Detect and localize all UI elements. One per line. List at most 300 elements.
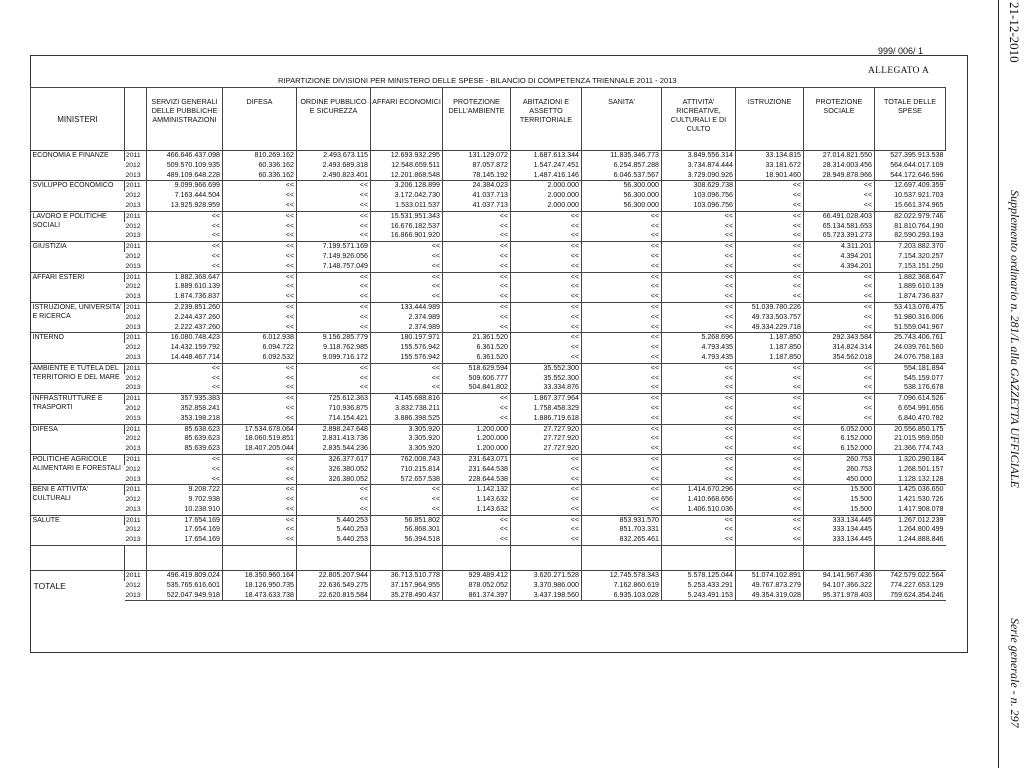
value-cell: 1.882.368.647 bbox=[147, 272, 223, 282]
value-cell: << bbox=[223, 525, 297, 535]
value-cell: 5.243.491.153 bbox=[662, 591, 736, 601]
value-cell: 7.163.444.504 bbox=[147, 191, 223, 201]
value-cell: << bbox=[147, 363, 223, 373]
value-cell: 3.620.271.528 bbox=[511, 571, 582, 581]
value-cell: 35.552.300 bbox=[511, 363, 582, 373]
value-cell: << bbox=[582, 404, 662, 414]
value-cell: << bbox=[147, 252, 223, 262]
value-cell: << bbox=[582, 323, 662, 333]
table-row bbox=[31, 161, 946, 171]
value-cell: 4.394.201 bbox=[804, 262, 875, 272]
value-cell: << bbox=[223, 454, 297, 464]
value-cell: 3.832.738.211 bbox=[371, 404, 443, 414]
value-cell: 21.361.520 bbox=[443, 333, 511, 343]
table-row bbox=[31, 454, 946, 464]
value-cell: 3.305.920 bbox=[371, 424, 443, 434]
value-cell: 56.868.301 bbox=[371, 525, 443, 535]
value-cell: 60.336.162 bbox=[223, 161, 297, 171]
value-cell: << bbox=[804, 292, 875, 302]
table-row bbox=[31, 363, 946, 373]
value-cell: << bbox=[297, 282, 371, 292]
side-date: 21-12-2010 bbox=[1007, 2, 1022, 63]
value-cell: 49.354.319.028 bbox=[736, 591, 804, 601]
value-cell: << bbox=[582, 222, 662, 232]
value-cell: << bbox=[511, 525, 582, 535]
value-cell: << bbox=[804, 272, 875, 282]
year-cell: 2012 bbox=[125, 496, 141, 504]
value-cell: 9.099.716.172 bbox=[297, 353, 371, 363]
value-cell: 133.444.989 bbox=[371, 302, 443, 312]
value-cell: << bbox=[804, 201, 875, 211]
ministry-name: ECONOMIA E FINANZE bbox=[32, 152, 109, 159]
value-cell: << bbox=[223, 313, 297, 323]
year-cell: 2011 bbox=[125, 272, 147, 282]
allegato-label: ALLEGATO A bbox=[868, 66, 930, 76]
value-cell: << bbox=[736, 231, 804, 241]
spacer-row bbox=[31, 546, 946, 571]
value-cell: 17.534.678.064 bbox=[223, 424, 297, 434]
table-row bbox=[31, 465, 946, 475]
value-cell: << bbox=[297, 383, 371, 393]
value-cell: << bbox=[804, 394, 875, 404]
table-row bbox=[31, 323, 946, 333]
value-cell: 1.200.000 bbox=[443, 434, 511, 444]
value-cell: << bbox=[736, 211, 804, 221]
value-cell: 527.395.913.538 bbox=[875, 151, 946, 161]
value-cell: 1.886.719.618 bbox=[511, 414, 582, 424]
value-cell: 1.187.850 bbox=[736, 343, 804, 353]
value-cell: 489.109.648.228 bbox=[147, 171, 223, 181]
value-cell: << bbox=[736, 272, 804, 282]
value-cell: 7.096.614.526 bbox=[875, 394, 946, 404]
value-cell: 66.491.028.403 bbox=[804, 211, 875, 221]
value-cell: 1.421.530.726 bbox=[875, 495, 946, 505]
year-cell: 2013 bbox=[125, 232, 141, 240]
value-cell: << bbox=[582, 495, 662, 505]
value-cell: 6.046.537.567 bbox=[582, 171, 662, 181]
year-cell: 2012 bbox=[125, 465, 141, 473]
column-header: MINISTERI bbox=[31, 88, 125, 151]
value-cell: 1.244.888.846 bbox=[875, 535, 946, 545]
spacer-cell bbox=[223, 546, 297, 571]
value-cell: << bbox=[371, 252, 443, 262]
value-cell: << bbox=[223, 475, 297, 485]
value-cell: 85.639.623 bbox=[147, 434, 223, 444]
table-row bbox=[31, 475, 946, 485]
value-cell: 103.096.756 bbox=[662, 191, 736, 201]
value-cell: << bbox=[223, 374, 297, 384]
value-cell: << bbox=[297, 505, 371, 515]
value-cell: << bbox=[582, 333, 662, 343]
spacer-cell bbox=[147, 546, 223, 571]
value-cell: << bbox=[511, 211, 582, 221]
value-cell: 9.118.762.985 bbox=[297, 343, 371, 353]
value-cell: << bbox=[223, 495, 297, 505]
value-cell: 56.851.802 bbox=[371, 515, 443, 525]
value-cell: << bbox=[736, 262, 804, 272]
value-cell: 41.037.713 bbox=[443, 191, 511, 201]
table-row bbox=[31, 353, 946, 363]
year-cell: 2011 bbox=[125, 181, 147, 191]
table-row bbox=[31, 181, 946, 191]
value-cell: 6.840.470.782 bbox=[875, 414, 946, 424]
value-cell: << bbox=[223, 505, 297, 515]
table-row bbox=[31, 191, 946, 201]
value-cell: 28.949.878.966 bbox=[804, 171, 875, 181]
value-cell: 12.697.409.359 bbox=[875, 181, 946, 191]
value-cell: 10.537.921.703 bbox=[875, 191, 946, 201]
value-cell: << bbox=[297, 222, 371, 232]
column-header: DIFESA bbox=[223, 88, 297, 151]
year-cell: 2011 bbox=[125, 515, 147, 525]
value-cell: << bbox=[511, 302, 582, 312]
year-cell: 2012 bbox=[125, 192, 141, 200]
value-cell: << bbox=[736, 404, 804, 414]
value-cell: 22.636.549.275 bbox=[297, 581, 371, 591]
value-cell: << bbox=[371, 505, 443, 515]
ministry-name: ISTRUZIONE, UNIVERSITA' E RICERCA bbox=[31, 302, 125, 332]
table-row bbox=[31, 495, 946, 505]
value-cell: 545.159.077 bbox=[875, 374, 946, 384]
value-cell: << bbox=[736, 252, 804, 262]
value-cell: 6.092.532 bbox=[223, 353, 297, 363]
value-cell: 308.629.738 bbox=[662, 181, 736, 191]
value-cell: << bbox=[223, 222, 297, 232]
value-cell: 180.197.971 bbox=[371, 333, 443, 343]
table-row bbox=[31, 343, 946, 353]
spending-table bbox=[30, 87, 946, 601]
value-cell: << bbox=[662, 242, 736, 252]
spacer-cell bbox=[511, 546, 582, 571]
value-cell: << bbox=[443, 292, 511, 302]
year-cell: 2013 bbox=[125, 475, 141, 483]
spacer-cell bbox=[443, 546, 511, 571]
value-cell: 56.300.000 bbox=[582, 201, 662, 211]
year-cell: 2011 bbox=[125, 485, 147, 495]
value-cell: 4.793.435 bbox=[662, 343, 736, 353]
value-cell: 51.039.780.226 bbox=[736, 302, 804, 312]
table-row bbox=[31, 211, 946, 221]
value-cell: << bbox=[147, 383, 223, 393]
value-cell: << bbox=[582, 282, 662, 292]
side-publication: Supplemento ordinario n. 281/L alla GAZZETTA UFFICIALE bbox=[1008, 190, 1022, 488]
value-cell: << bbox=[662, 424, 736, 434]
value-cell: 1.758.458.329 bbox=[511, 404, 582, 414]
value-cell: << bbox=[371, 272, 443, 282]
value-cell: << bbox=[662, 535, 736, 545]
value-cell: << bbox=[582, 272, 662, 282]
value-cell: 33.334.876 bbox=[511, 383, 582, 393]
value-cell: << bbox=[582, 252, 662, 262]
value-cell: << bbox=[582, 465, 662, 475]
value-cell: << bbox=[804, 363, 875, 373]
value-cell: 35.552.300 bbox=[511, 374, 582, 384]
spacer-cell bbox=[582, 546, 662, 571]
value-cell: << bbox=[297, 363, 371, 373]
value-cell: 554.181.894 bbox=[875, 363, 946, 373]
value-cell: 1.889.610.139 bbox=[147, 282, 223, 292]
value-cell: << bbox=[223, 414, 297, 424]
ministry-name: INTERNO bbox=[31, 333, 125, 363]
value-cell: << bbox=[511, 515, 582, 525]
value-cell: 65.134.581.653 bbox=[804, 222, 875, 232]
value-cell: 450.000 bbox=[804, 475, 875, 485]
value-cell: 78.145.192 bbox=[443, 171, 511, 181]
value-cell: << bbox=[147, 242, 223, 252]
table-row bbox=[31, 505, 946, 515]
year-cell: 2012 bbox=[125, 161, 141, 169]
value-cell: 6.254.857.288 bbox=[582, 161, 662, 171]
value-cell: 326.377.617 bbox=[297, 454, 371, 464]
year-cell: 2011 bbox=[125, 242, 147, 252]
value-cell: 24.384.023 bbox=[443, 181, 511, 191]
value-cell: 12.201.868.548 bbox=[371, 171, 443, 181]
value-cell: << bbox=[582, 313, 662, 323]
value-cell: 544.172.646.596 bbox=[875, 171, 946, 181]
value-cell: << bbox=[662, 394, 736, 404]
table-row bbox=[31, 292, 946, 302]
value-cell: 10.238.910 bbox=[147, 505, 223, 515]
value-cell: << bbox=[804, 191, 875, 201]
value-cell: 16.080.748.423 bbox=[147, 333, 223, 343]
table-row bbox=[31, 394, 946, 404]
table-row bbox=[31, 414, 946, 424]
value-cell: << bbox=[443, 323, 511, 333]
year-cell: 2013 bbox=[125, 293, 141, 301]
value-cell: 60.336.162 bbox=[223, 171, 297, 181]
value-cell: << bbox=[443, 252, 511, 262]
year-cell: 2013 bbox=[125, 353, 141, 361]
value-cell: 95.371.978.403 bbox=[804, 591, 875, 601]
table-row bbox=[31, 231, 946, 241]
value-cell: 333.134.445 bbox=[804, 535, 875, 545]
value-cell: 18.473.633.738 bbox=[223, 591, 297, 601]
value-cell: << bbox=[582, 475, 662, 485]
value-cell: 725.612.363 bbox=[297, 394, 371, 404]
value-cell: 21.015.959.050 bbox=[875, 434, 946, 444]
value-cell: << bbox=[223, 515, 297, 525]
value-cell: 832.265.461 bbox=[582, 535, 662, 545]
value-cell: << bbox=[443, 394, 511, 404]
value-cell: << bbox=[736, 292, 804, 302]
value-cell: 3.206.128.899 bbox=[371, 181, 443, 191]
value-cell: << bbox=[662, 323, 736, 333]
value-cell: << bbox=[511, 485, 582, 495]
table-row bbox=[31, 262, 946, 272]
value-cell: 51.559.041.967 bbox=[875, 323, 946, 333]
value-cell: << bbox=[443, 302, 511, 312]
value-cell: 17.654.169 bbox=[147, 515, 223, 525]
value-cell: 15.531.951.343 bbox=[371, 211, 443, 221]
value-cell: 2.493.673.115 bbox=[297, 151, 371, 161]
year-cell: 2011 bbox=[125, 424, 147, 434]
value-cell: 15.500 bbox=[804, 495, 875, 505]
value-cell: << bbox=[443, 525, 511, 535]
value-cell: 65.723.391.273 bbox=[804, 231, 875, 241]
value-cell: << bbox=[371, 374, 443, 384]
value-cell: 1.268.501.157 bbox=[875, 465, 946, 475]
column-header: ABITAZIONI E ASSETTO TERRITORIALE bbox=[511, 88, 582, 151]
value-cell: << bbox=[223, 323, 297, 333]
value-cell: 260.753 bbox=[804, 465, 875, 475]
value-cell: 1.487.416.146 bbox=[511, 171, 582, 181]
column-header: ORDINE PUBBLICO E SICUREZZA bbox=[297, 88, 371, 151]
value-cell: 85.639.623 bbox=[147, 444, 223, 454]
spacer-cell bbox=[662, 546, 736, 571]
value-cell: << bbox=[223, 302, 297, 312]
value-cell: 82.022.979.746 bbox=[875, 211, 946, 221]
value-cell: 56.300.000 bbox=[582, 191, 662, 201]
value-cell: << bbox=[662, 211, 736, 221]
value-cell: << bbox=[223, 211, 297, 221]
value-cell: << bbox=[662, 282, 736, 292]
value-cell: << bbox=[371, 485, 443, 495]
value-cell: 810.269.162 bbox=[223, 151, 297, 161]
column-header: ISTRUZIONE bbox=[736, 88, 804, 151]
value-cell: 3.370.986.000 bbox=[511, 581, 582, 591]
year-cell: 2011 bbox=[125, 151, 147, 161]
value-cell: 2.000.000 bbox=[511, 181, 582, 191]
value-cell: << bbox=[147, 222, 223, 232]
ministry-name: DIFESA bbox=[31, 424, 125, 454]
value-cell: << bbox=[297, 485, 371, 495]
value-cell: << bbox=[662, 222, 736, 232]
spacer-cell bbox=[31, 546, 125, 571]
value-cell: 56.394.518 bbox=[371, 535, 443, 545]
value-cell: 2.239.851.260 bbox=[147, 302, 223, 312]
year-cell: 2011 bbox=[125, 454, 147, 464]
value-cell: << bbox=[582, 505, 662, 515]
table-row bbox=[31, 404, 946, 414]
value-cell: 6.361.520 bbox=[443, 353, 511, 363]
value-cell: 5.440.253 bbox=[297, 535, 371, 545]
value-cell: 509.570.109.935 bbox=[147, 161, 223, 171]
column-header: PROTEZIONE DELL'AMBIENTE bbox=[443, 88, 511, 151]
value-cell: << bbox=[582, 374, 662, 384]
value-cell: 18.126.950.735 bbox=[223, 581, 297, 591]
value-cell: 36.713.510.778 bbox=[371, 571, 443, 581]
value-cell: << bbox=[371, 282, 443, 292]
value-cell: 3.437.198.560 bbox=[511, 591, 582, 601]
year-cell: 2013 bbox=[125, 323, 141, 331]
value-cell: << bbox=[223, 282, 297, 292]
value-cell: << bbox=[582, 242, 662, 252]
value-cell: << bbox=[582, 394, 662, 404]
value-cell: 12.548.659.511 bbox=[371, 161, 443, 171]
value-cell: << bbox=[511, 495, 582, 505]
value-cell: << bbox=[736, 242, 804, 252]
value-cell: 292.343.584 bbox=[804, 333, 875, 343]
value-cell: 53.413.076.475 bbox=[875, 302, 946, 312]
value-cell: << bbox=[662, 363, 736, 373]
value-cell: << bbox=[582, 211, 662, 221]
value-cell: 1.187.850 bbox=[736, 353, 804, 363]
value-cell: 231.644.538 bbox=[443, 465, 511, 475]
value-cell: << bbox=[443, 414, 511, 424]
value-cell: << bbox=[804, 282, 875, 292]
value-cell: 3.886.398.525 bbox=[371, 414, 443, 424]
value-cell: 155.576.942 bbox=[371, 343, 443, 353]
value-cell: << bbox=[662, 374, 736, 384]
value-cell: << bbox=[736, 454, 804, 464]
value-cell: << bbox=[804, 313, 875, 323]
ministry-name: GIUSTIZIA bbox=[31, 242, 125, 272]
value-cell: << bbox=[804, 323, 875, 333]
value-cell: 2.222.437.260 bbox=[147, 323, 223, 333]
ministry-name: SALUTE bbox=[31, 515, 125, 545]
value-cell: << bbox=[147, 231, 223, 241]
value-cell: 7.203.882.370 bbox=[875, 242, 946, 252]
value-cell: << bbox=[443, 242, 511, 252]
value-cell: 759.624.354.246 bbox=[875, 591, 946, 601]
year-cell: 2012 bbox=[125, 222, 141, 230]
value-cell: 2.490.823.401 bbox=[297, 171, 371, 181]
year-cell: 2013 bbox=[125, 445, 141, 453]
value-cell: 6.094.722 bbox=[223, 343, 297, 353]
value-cell: << bbox=[511, 465, 582, 475]
value-cell: << bbox=[582, 434, 662, 444]
value-cell: 742.579.022.564 bbox=[875, 571, 946, 581]
value-cell: << bbox=[736, 424, 804, 434]
value-cell: 466.646.437.098 bbox=[147, 151, 223, 161]
value-cell: 21.366.774.743 bbox=[875, 444, 946, 454]
value-cell: 9.702.938 bbox=[147, 495, 223, 505]
table-row bbox=[31, 424, 946, 434]
value-cell: << bbox=[297, 231, 371, 241]
value-cell: << bbox=[297, 211, 371, 221]
value-cell: << bbox=[223, 242, 297, 252]
value-cell: 5.268.696 bbox=[662, 333, 736, 343]
value-cell: 56.300.000 bbox=[582, 181, 662, 191]
year-cell: 2013 bbox=[125, 505, 141, 513]
ministry-name: POLITICHE AGRICOLE ALIMENTARI E FORESTALI bbox=[31, 454, 125, 484]
value-cell: 2.374.989 bbox=[371, 313, 443, 323]
value-cell: 6.052.000 bbox=[804, 424, 875, 434]
value-cell: << bbox=[662, 515, 736, 525]
value-cell: 774.227.653.129 bbox=[875, 581, 946, 591]
value-cell: 33.181.672 bbox=[736, 161, 804, 171]
value-cell: 2.000.000 bbox=[511, 191, 582, 201]
spacer-cell bbox=[371, 546, 443, 571]
value-cell: << bbox=[736, 444, 804, 454]
value-cell: << bbox=[736, 282, 804, 292]
value-cell: 333.134.445 bbox=[804, 525, 875, 535]
year-cell: 2011 bbox=[125, 363, 147, 373]
year-cell: 2012 bbox=[125, 344, 141, 352]
value-cell: 24.039.761.560 bbox=[875, 343, 946, 353]
value-cell: 12.745.578.343 bbox=[582, 571, 662, 581]
value-cell: 5.253.433.291 bbox=[662, 581, 736, 591]
table-row bbox=[31, 485, 946, 495]
year-cell: 2012 bbox=[125, 313, 141, 321]
value-cell: 4.311.201 bbox=[804, 242, 875, 252]
table-row bbox=[31, 222, 946, 232]
value-cell: << bbox=[443, 535, 511, 545]
value-cell: << bbox=[804, 302, 875, 312]
value-cell: 714.154.421 bbox=[297, 414, 371, 424]
value-cell: << bbox=[297, 201, 371, 211]
value-cell: 20.556.850.175 bbox=[875, 424, 946, 434]
value-cell: 333.134.445 bbox=[804, 515, 875, 525]
page-reference: 999/ 006/ 1 bbox=[878, 46, 924, 56]
year-cell: 2012 bbox=[125, 435, 141, 443]
value-cell: << bbox=[443, 211, 511, 221]
value-cell: << bbox=[297, 323, 371, 333]
value-cell: 5.440.253 bbox=[297, 515, 371, 525]
value-cell: << bbox=[223, 404, 297, 414]
value-cell: << bbox=[511, 505, 582, 515]
value-cell: 228.644.538 bbox=[443, 475, 511, 485]
